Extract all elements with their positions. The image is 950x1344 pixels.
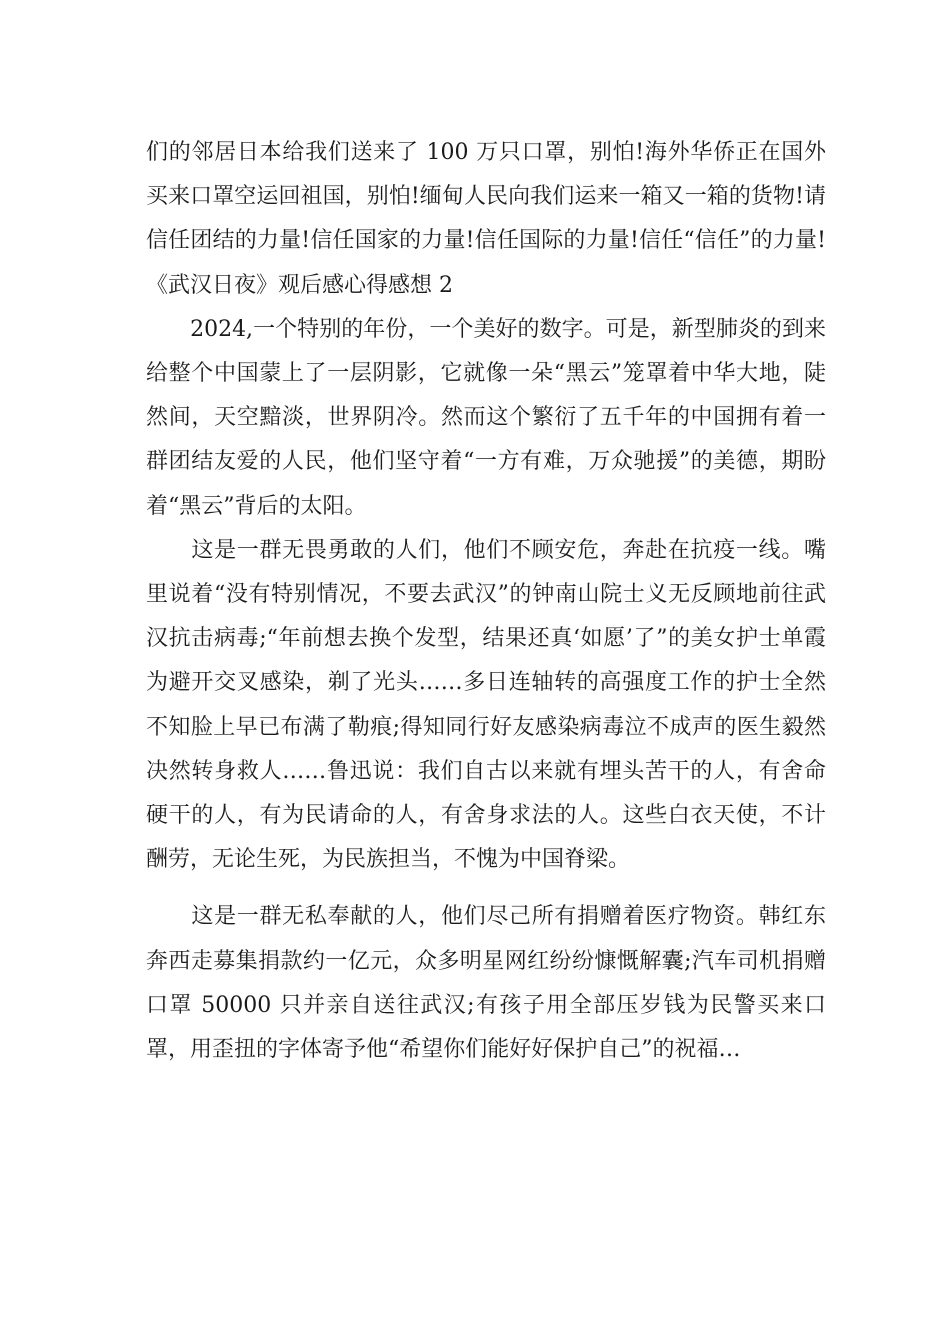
paragraph-2: 2024,一个特别的年份，一个美好的数字。可是，新型肺炎的到来给整个中国蒙上了一层阴影，它就像一朵“黑云”笼罩着中华大地，陡然间，天空黯淡，世界阴冷。然而这个繁衍了五千年的中国拥有着一群团结友爱的人民，他们坚守着“一方有难，万众驰援”的美德，期盼着“黑云”背后的太阳。 — [146, 316, 826, 519]
paragraph-3: 这是一群无畏勇敢的人们，他们不顾安危，奔赴在抗疫一线。嘴里说着“没有特别情况，不要去武汉”的钟南山院士义无反顾地前往武汉抗击病毒;“年前想去换个发型，结果还真‘如愿’了”的美女护士单霞为避开交叉感染，剃了光头……多日连轴转的高强度工作的护士全然不知脸上早已布满了勒痕;得知同行好友感染病毒泣不成声的医生毅然决然转身救人……鲁迅说：我们自古以来就有埋头苦干的人，有舍命硬干的人，有为民请命的人，有舍身求法的人。这些白衣天使，不计酬劳，无论生死，为民族担当，不愧为中国脊梁。 — [146, 537, 826, 873]
paragraph-4: 这是一群无私奉献的人，他们尽己所有捐赠着医疗物资。韩红东奔西走募集捐款约一亿元，众多明星网红纷纷慷慨解囊;汽车司机捐赠口罩 50000 只并亲自送往武汉;有孩子用全部压岁钱为民警买来口罩，用歪扭的字体寄予他“希望你们能好好保护自己”的祝福… — [146, 904, 826, 1063]
paragraph-1: 们的邻居日本给我们送来了 100 万只口罩，别怕!海外华侨正在国外买来口罩空运回祖国，别怕!缅甸人民向我们运来一箱又一箱的货物!请信任团结的力量!信任国家的力量!信任国际的力量!信任“信任”的力量!《武汉日夜》观后感心得感想 2 — [146, 140, 826, 298]
document-body — [146, 131, 826, 1072]
